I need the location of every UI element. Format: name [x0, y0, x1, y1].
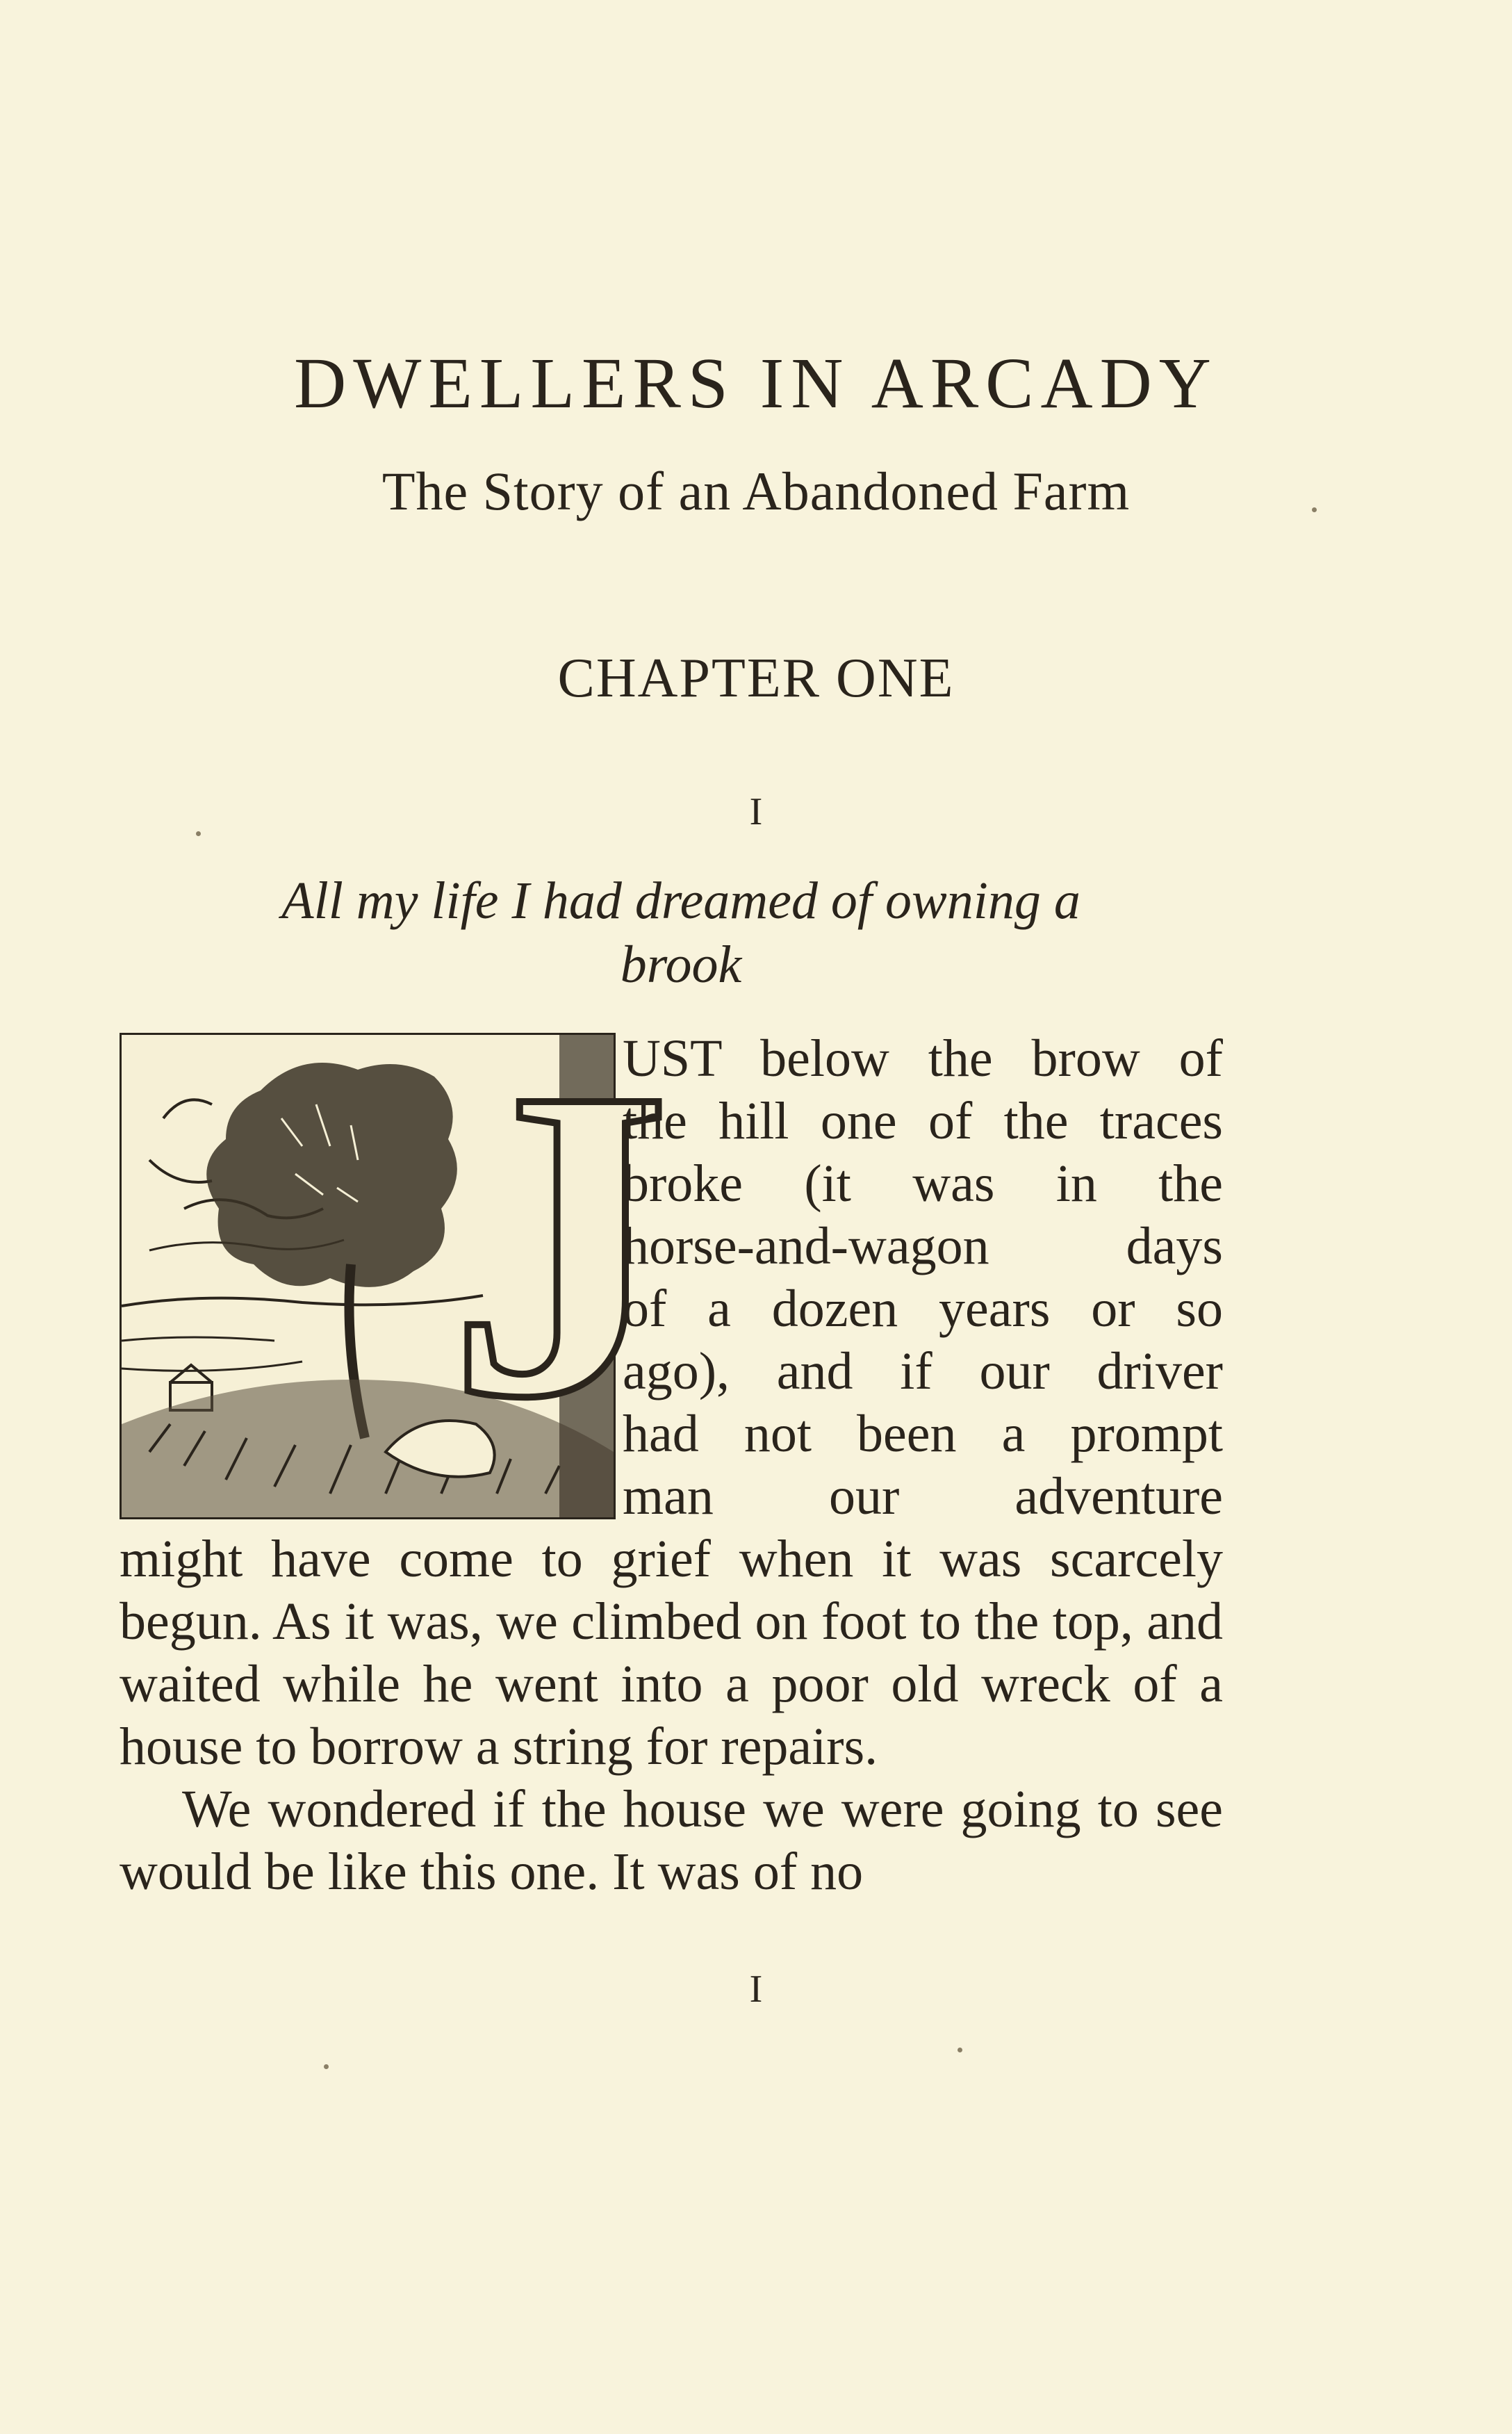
- text-line: horse-and-wagon days: [623, 1217, 1223, 1275]
- paper-speck: [958, 2048, 962, 2052]
- paper-speck: [324, 2064, 329, 2069]
- text-line: UST below the brow of: [623, 1029, 1223, 1088]
- epigraph-line: All my life I had dreamed of owning a: [281, 872, 1080, 930]
- initial-letter: J: [448, 997, 671, 1489]
- paper-speck: [1312, 507, 1317, 512]
- paragraph: might have come to grief when it was scarcely begun. As it was, we climbed on foot to the top, and waited while he went into a poor old wreck of a house to borrow a string for repairs.: [120, 1530, 1223, 1776]
- text-line: had not been a prompt: [623, 1405, 1223, 1463]
- text-line: the hill one of the traces: [623, 1092, 1223, 1150]
- epigraph: [139, 869, 1223, 997]
- epigraph-line: brook: [620, 936, 742, 994]
- section-number: I: [749, 790, 763, 833]
- text-line: broke (it was in the: [623, 1154, 1223, 1213]
- paper-speck: [196, 831, 201, 836]
- paragraph: We wondered if the house we were going to see would be like this one. It was of no: [120, 1780, 1223, 1901]
- book-subtitle: The Story of an Abandoned Farm: [381, 461, 1131, 521]
- page-number: I: [749, 1968, 763, 2011]
- book-title: DWELLERS IN ARCADY: [294, 343, 1218, 423]
- body-text: [120, 997, 1223, 1903]
- text-line: ago), and if our driver: [623, 1342, 1223, 1400]
- text-line: of a dozen years or so: [623, 1280, 1223, 1338]
- chapter-heading: CHAPTER ONE: [557, 648, 955, 709]
- text-line: man our adventure: [623, 1467, 1223, 1526]
